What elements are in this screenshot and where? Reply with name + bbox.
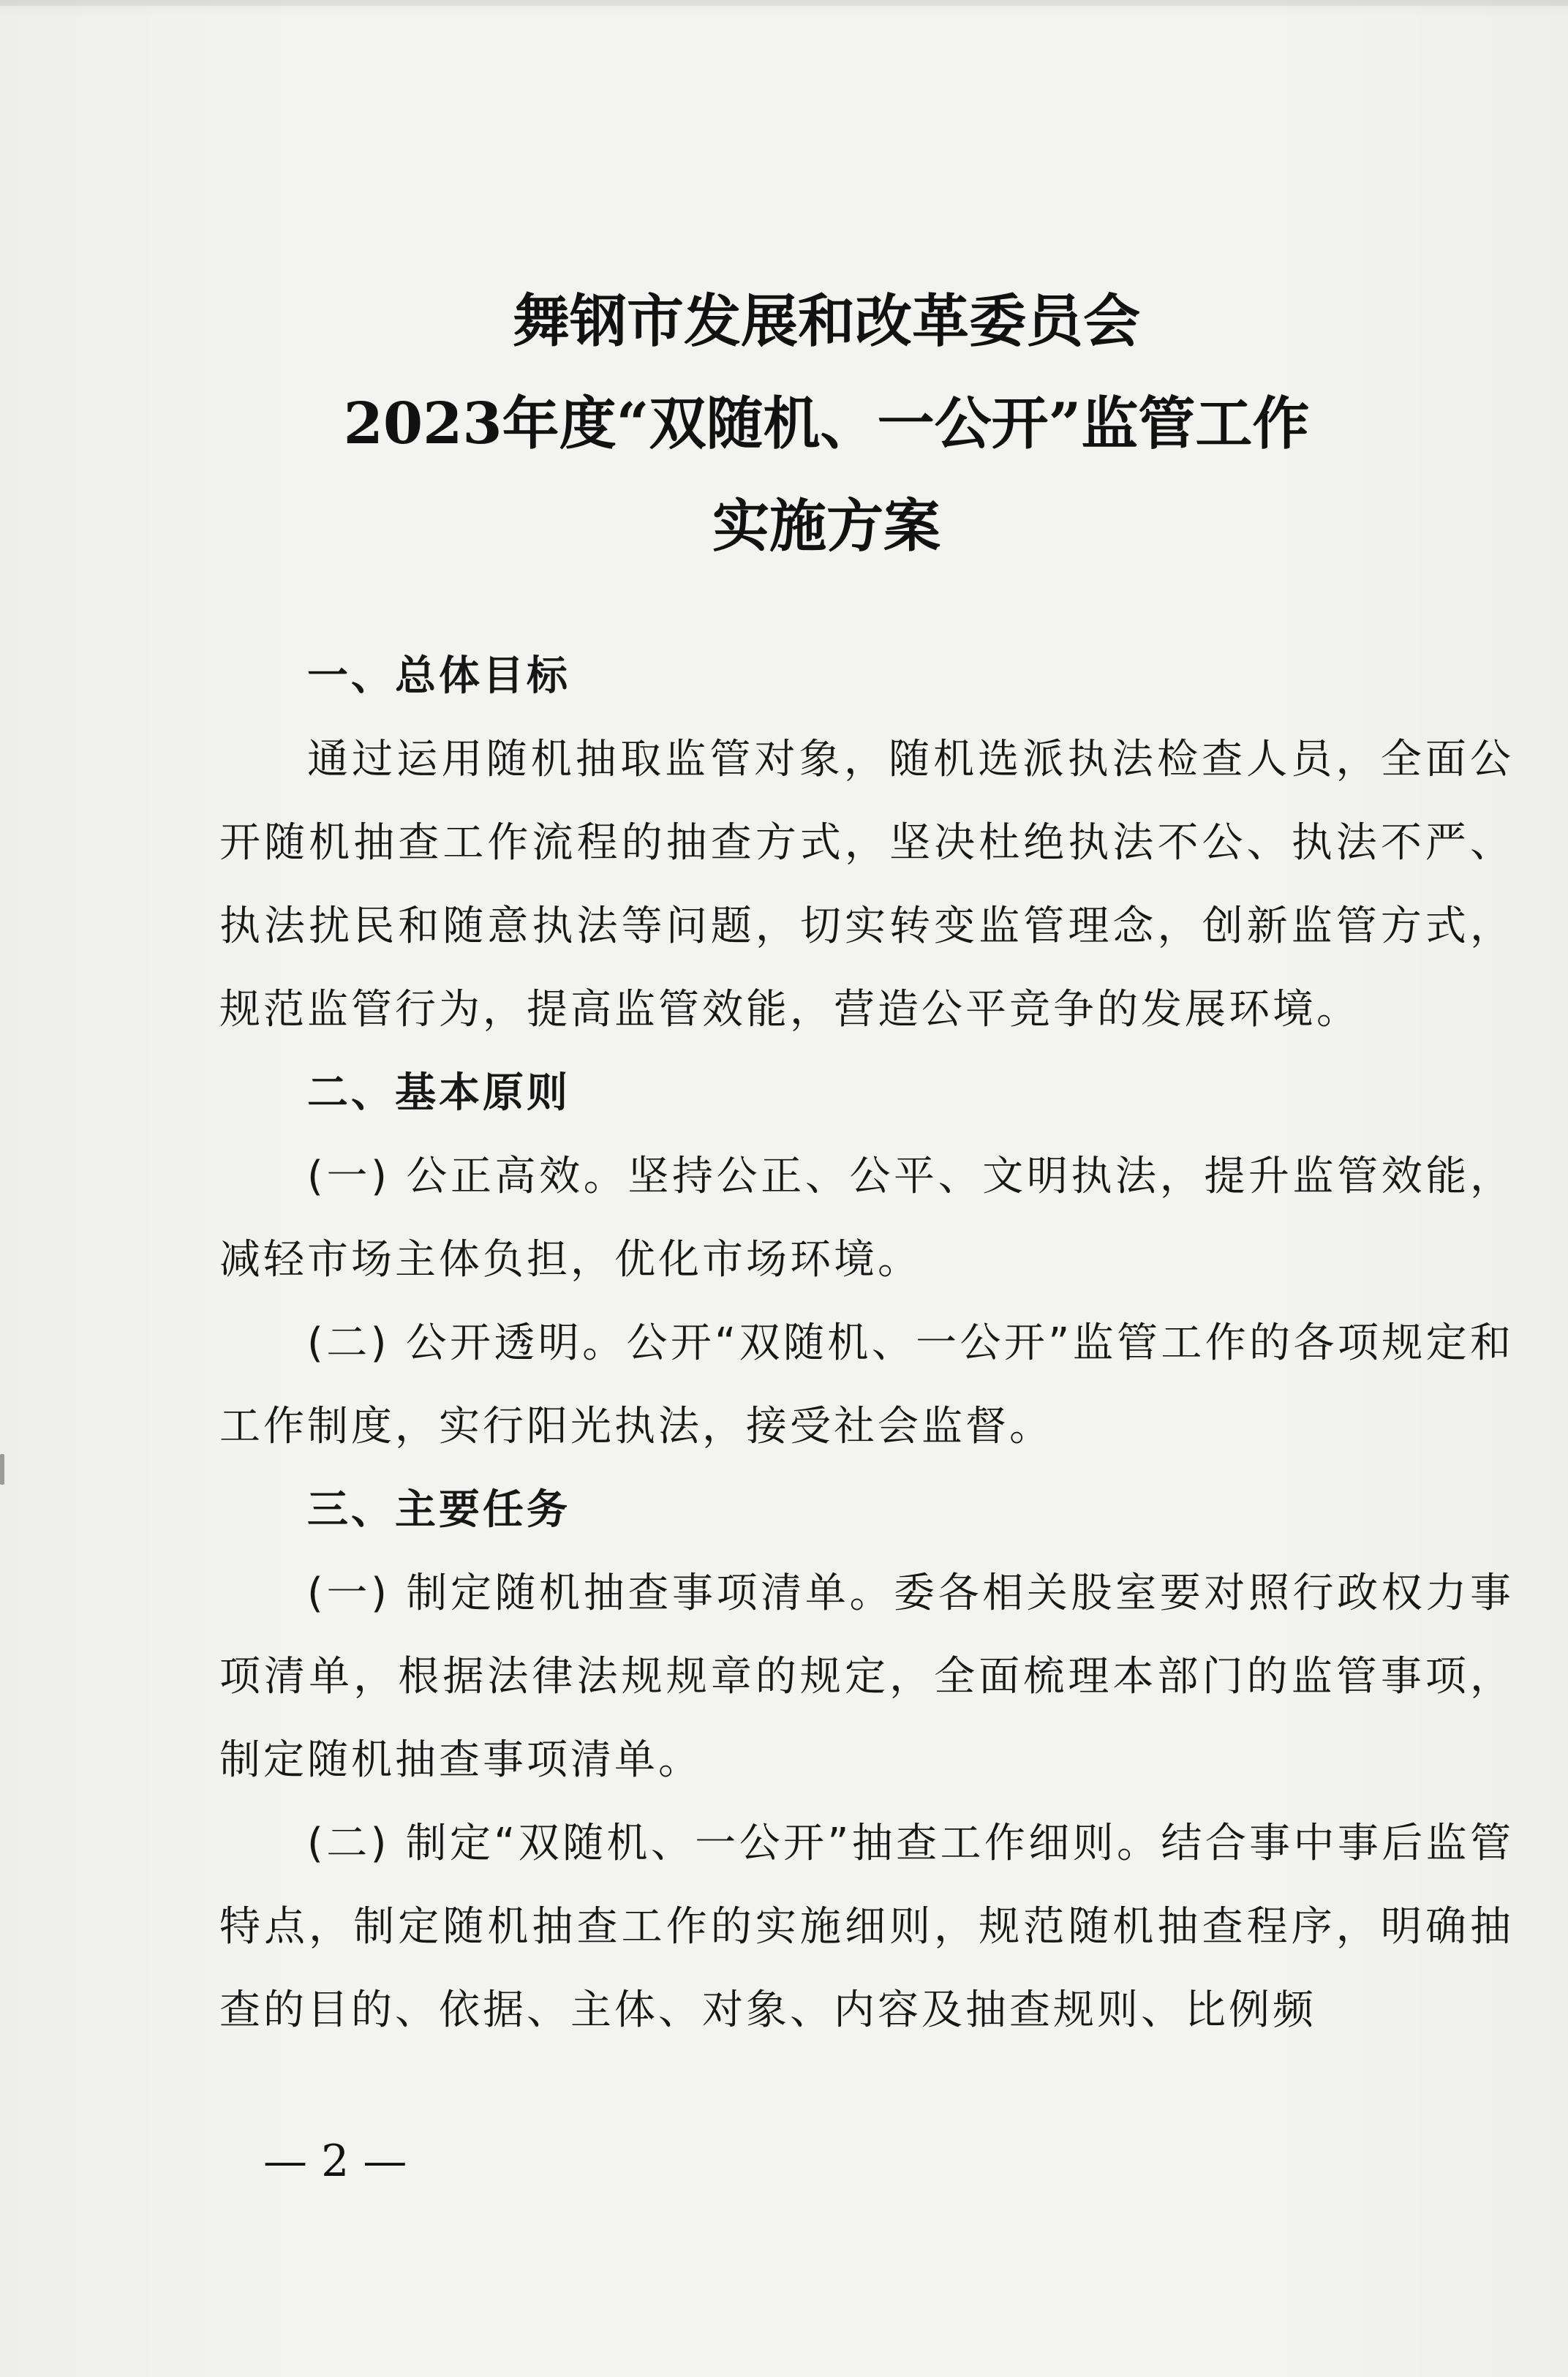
section-3-paragraph-2: (二) 制定“双随机、一公开”抽查工作细则。结合事中事后监管特点，制定随机抽查工作的实施细则，规范随机抽查程序，明确抽查的目的、依据、主体、对象、内容及抽查规则、比例频 (219, 1820, 1514, 2034)
scan-top-edge (0, 0, 1568, 6)
section-3-paragraph-1: (一) 制定随机抽查事项清单。委各相关股室要对照行政权力事项清单，根据法律法规规章的规定，全面梳理本部门的监管事项，制定随机抽查事项清单。 (219, 1570, 1514, 1784)
title-line-2: 2023年度“双随机、一公开”监管工作 (343, 391, 1310, 457)
title-line-1: 舞钢市发展和改革委员会 (512, 288, 1140, 355)
section-2-paragraph-1: (一) 公正高效。坚持公正、公平、文明执法，提升监管效能，减轻市场主体负担，优化市场环境。 (219, 1153, 1514, 1284)
page-number: — 2 — (263, 2136, 407, 2187)
section-2-paragraph-2: (二) 公开透明。公开“双随机、一公开”监管工作的各项规定和工作制度，实行阳光执法，接受社会监督。 (219, 1319, 1514, 1450)
title-line-3: 实施方案 (712, 493, 941, 560)
section-heading-3: 三、主要任务 (307, 1486, 570, 1534)
section-1-paragraph-1: 通过运用随机抽取监管对象，随机选派执法检查人员，全面公开随机抽查工作流程的抽查方式，坚决杜绝执法不公、执法不严、执法扰民和随意执法等问题，切实转变监管理念，创新监管方式，规范监管行为，提高监管效能，营造公平竞争的发展环境。 (219, 736, 1514, 1033)
section-heading-2: 二、基本原则 (307, 1069, 570, 1117)
document-body (219, 635, 1514, 2052)
section-heading-1: 一、总体目标 (307, 652, 570, 700)
scan-mark (0, 1454, 4, 1485)
